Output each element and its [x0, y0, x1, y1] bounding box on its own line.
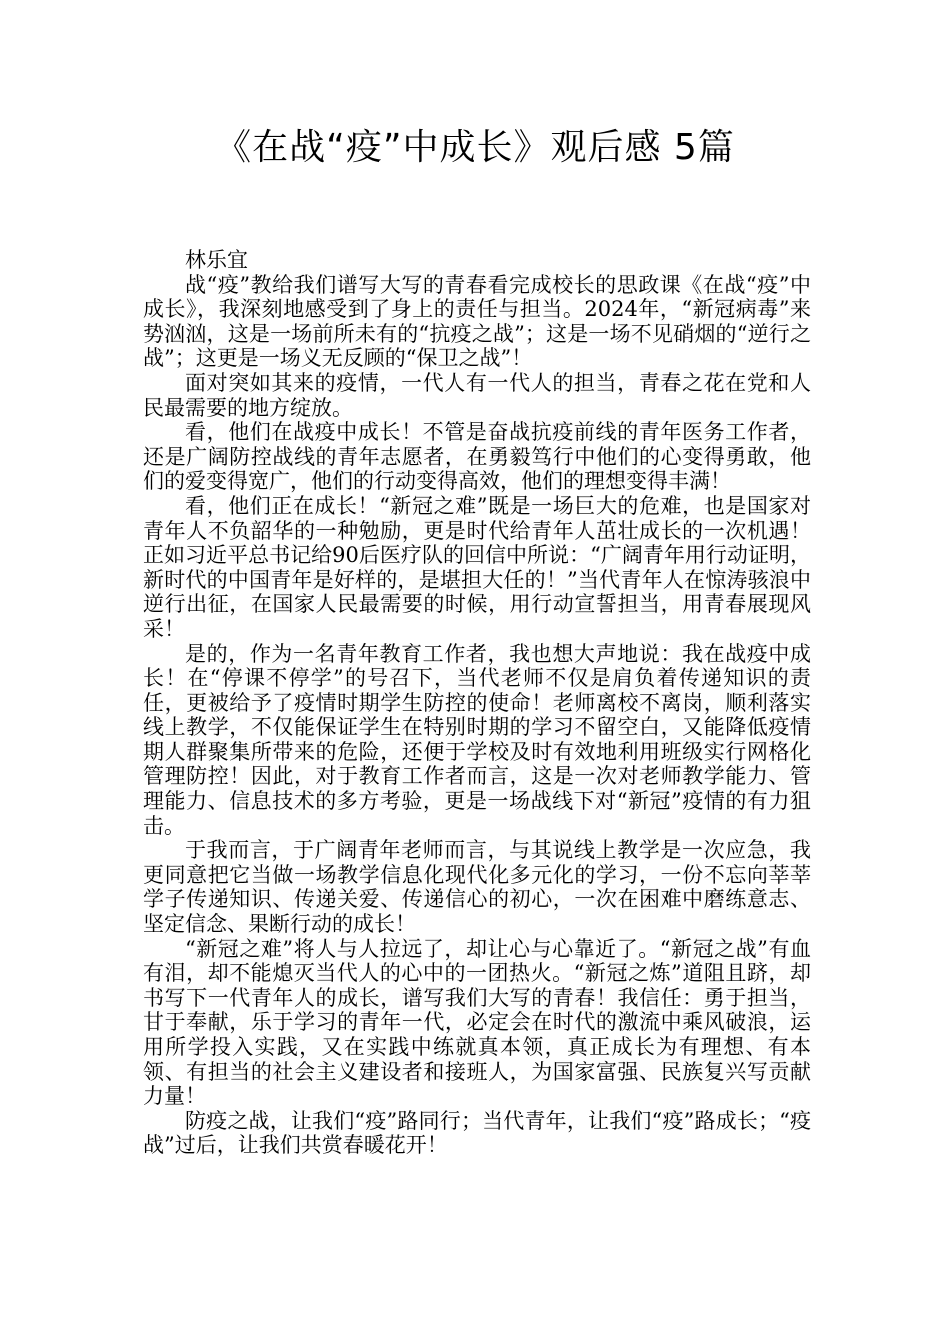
paragraph-4: 看，他们正在成长！“新冠之难”既是一场巨大的危难，也是国家对青年人不负韶华的一种勉励，更是时代给青年人茁壮成长的一次机遇！正如习近平总书记给90后医疗队的回信中所说：“广阔青年用行动证明，新时代的中国青年是好样的，是堪担大任的！”当代青年人在惊涛骇浪中逆行出征，在国家人民最需要的时候，用行动宣誓担当，用青春展现风采！ [143, 493, 811, 641]
paragraph-1: 战“疫”教给我们谱写大写的青春看完成校长的思政课《在战“疫”中成长》，我深刻地感受到了身上的责任与担当。2024年，“新冠病毒”来势汹汹，这是一场前所未有的“抗疫之战”；这是一场不见硝烟的“逆行之战”；这更是一场义无反顾的“保卫之战”！ [143, 272, 811, 371]
paragraph-7: “新冠之难”将人与人拉远了，却让心与心靠近了。“新冠之战”有血有泪，却不能熄灭当代人的心中的一团热火。“新冠之炼”道阻且跻，却书写下一代青年人的成长，谱写我们大写的青春！我信任：勇于担当，甘于奉献，乐于学习的青年一代，必定会在时代的激流中乘风破浪，运用所学投入实践，又在实践中练就真本领，真正成长为有理想、有本领、有担当的社会主义建设者和接班人，为国家富强、民族复兴写贡献力量！ [143, 936, 811, 1109]
paragraph-3: 看，他们在战疫中成长！不管是奋战抗疫前线的青年医务工作者，还是广阔防控战线的青年志愿者，在勇毅笃行中他们的心变得勇敢，他们的爱变得宽广，他们的行动变得高效，他们的理想变得丰满！ [143, 420, 811, 494]
document-title: 《在战“疫”中成长》观后感 5篇 [215, 127, 735, 168]
document-body [143, 248, 811, 1158]
paragraph-5: 是的，作为一名青年教育工作者，我也想大声地说：我在战疫中成长！在“停课不停学”的号召下，当代老师不仅是肩负着传递知识的责任，更被给予了疫情时期学生防控的使命！老师离校不离岗，顺利落实线上教学，不仅能保证学生在特别时期的学习不留空白，又能降低疫情期人群聚集所带来的危险，还便于学校及时有效地利用班级实行网格化管理防控！因此，对于教育工作者而言，这是一次对老师教学能力、管理能力、信息技术的多方考验，更是一场战线下对“新冠”疫情的有力狙击。 [143, 641, 811, 838]
author-name: 林乐宜 [185, 248, 248, 272]
paragraph-2: 面对突如其来的疫情，一代人有一代人的担当，青春之花在党和人民最需要的地方绽放。 [143, 370, 811, 420]
paragraph-8: 防疫之战，让我们“疫”路同行；当代青年，让我们“疫”路成长；“疫战”过后，让我们共赏春暖花开！ [143, 1108, 811, 1158]
paragraph-6: 于我而言，于广阔青年老师而言，与其说线上教学是一次应急，我更同意把它当做一场教学信息化现代化多元化的学习，一份不忘向莘莘学子传递知识、传递关爱、传递信心的初心，一次在困难中磨练意志、坚定信念、果断行动的成长！ [143, 838, 811, 937]
